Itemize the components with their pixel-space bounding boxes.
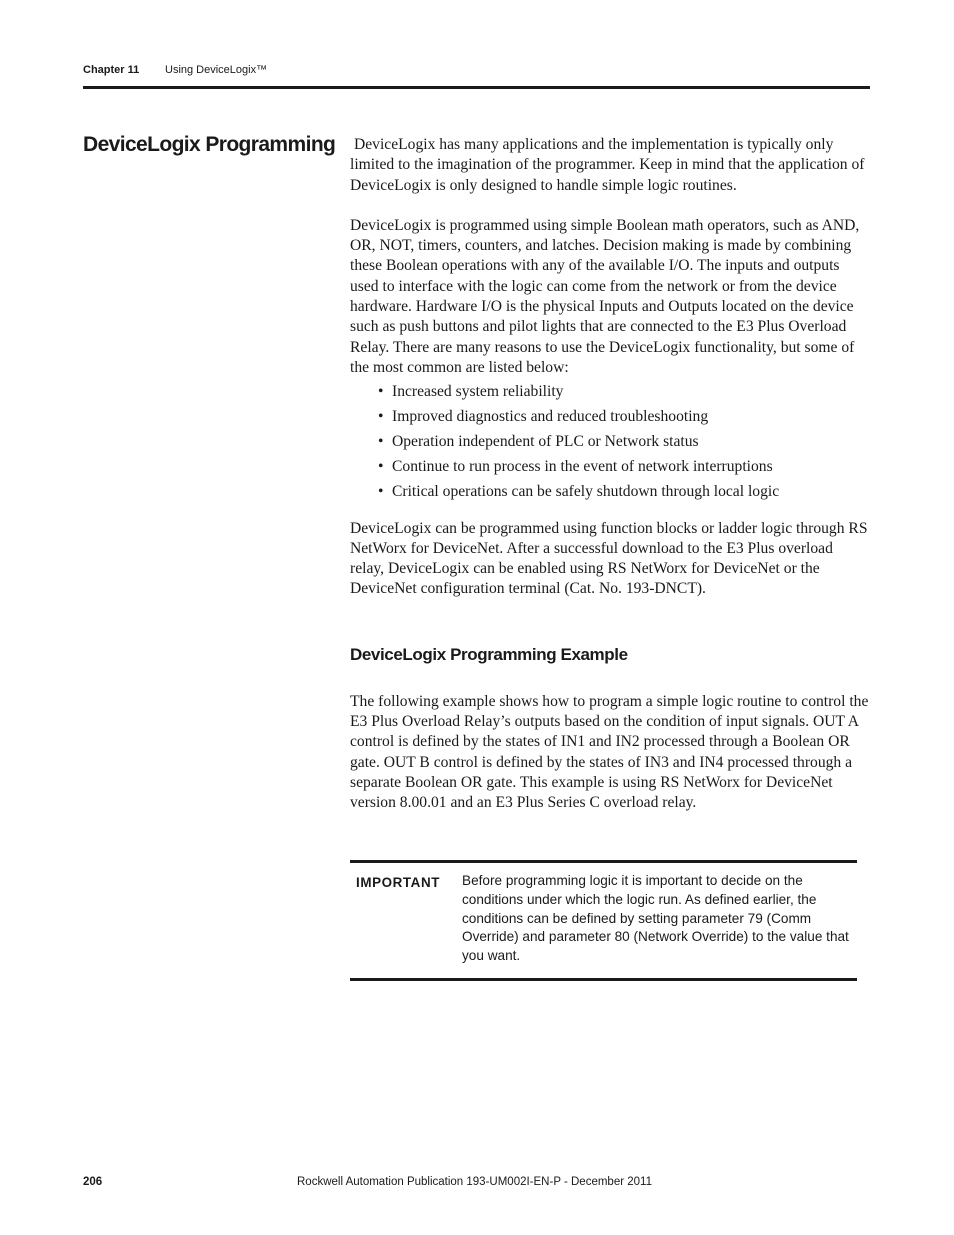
list-item: • Continue to run process in the event of network interruptions xyxy=(378,457,870,477)
programming-paragraph: DeviceLogix can be programmed using function blocks or ladder logic through RS NetWorx for DeviceNet. After a successful download to the E3 Plus overload relay, DeviceLogix can be enabled using RS NetWorx for DeviceNet or the DeviceNet configuration terminal (Cat. No. 193-DNCT). xyxy=(350,519,868,598)
subsection-title: DeviceLogix Programming Example xyxy=(350,644,628,664)
section-title: DeviceLogix Programming xyxy=(83,133,336,156)
example-paragraph: The following example shows how to program a simple logic routine to control the E3 Plus Overload Relay’s outputs based on the condition of input signals. OUT A control is defined by the states of IN1 and IN2 processed through a Boolean OR gate. OUT B control is defined by the states of IN3 and IN4 processed through a separate Boolean OR gate. This example is using RS NetWorx for DeviceNet version 8.00.01 and an E3 Plus Series C overload relay. xyxy=(350,692,869,812)
intro-paragraph: DeviceLogix has many applications and the implementation is typically only limited to the imagination of the programmer. Keep in mind that the application of DeviceLogix is only designed to handle simple logic routines. xyxy=(350,136,865,194)
important-text: Before programming logic it is important to decide on the conditions under which the logic run. As defined earlier, the conditions can be defined by setting parameter 79 (Comm Override) and parameter 80 (Network Override) to the value that you want. xyxy=(462,873,849,964)
important-label: IMPORTANT xyxy=(356,875,440,890)
page-number: 206 xyxy=(83,1176,103,1188)
important-notice xyxy=(350,860,857,981)
benefits-list xyxy=(350,382,870,502)
list-item: • Operation independent of PLC or Network status xyxy=(378,432,870,452)
running-header xyxy=(83,64,870,76)
boolean-paragraph: DeviceLogix is programmed using simple Boolean math operators, such as AND, OR, NOT, timers, counters, and latches. Decision making is made by combining these Boolean operations with any of the available I/O. The inputs and outputs used to interface with the logic can come from the network or from the device hardware. Hardware I/O is the physical Inputs and Outputs located on the device such as push buttons and pilot lights that are connected to the E3 Plus Overload Relay. There are many reasons to use the DeviceLogix functionality, but some of the most common are listed below: xyxy=(350,216,860,376)
chapter-title: Using DeviceLogix™ xyxy=(165,64,268,76)
header-rule xyxy=(83,86,870,89)
list-item: • Critical operations can be safely shutdown through local logic xyxy=(378,482,870,502)
publication-info: Rockwell Automation Publication 193-UM002I-EN-P - December 2011 xyxy=(297,1176,652,1188)
list-item: • Improved diagnostics and reduced troubleshooting xyxy=(378,407,870,427)
main-content xyxy=(350,135,870,813)
chapter-number: Chapter 11 xyxy=(83,64,140,76)
list-item: • Increased system reliability xyxy=(378,382,870,402)
